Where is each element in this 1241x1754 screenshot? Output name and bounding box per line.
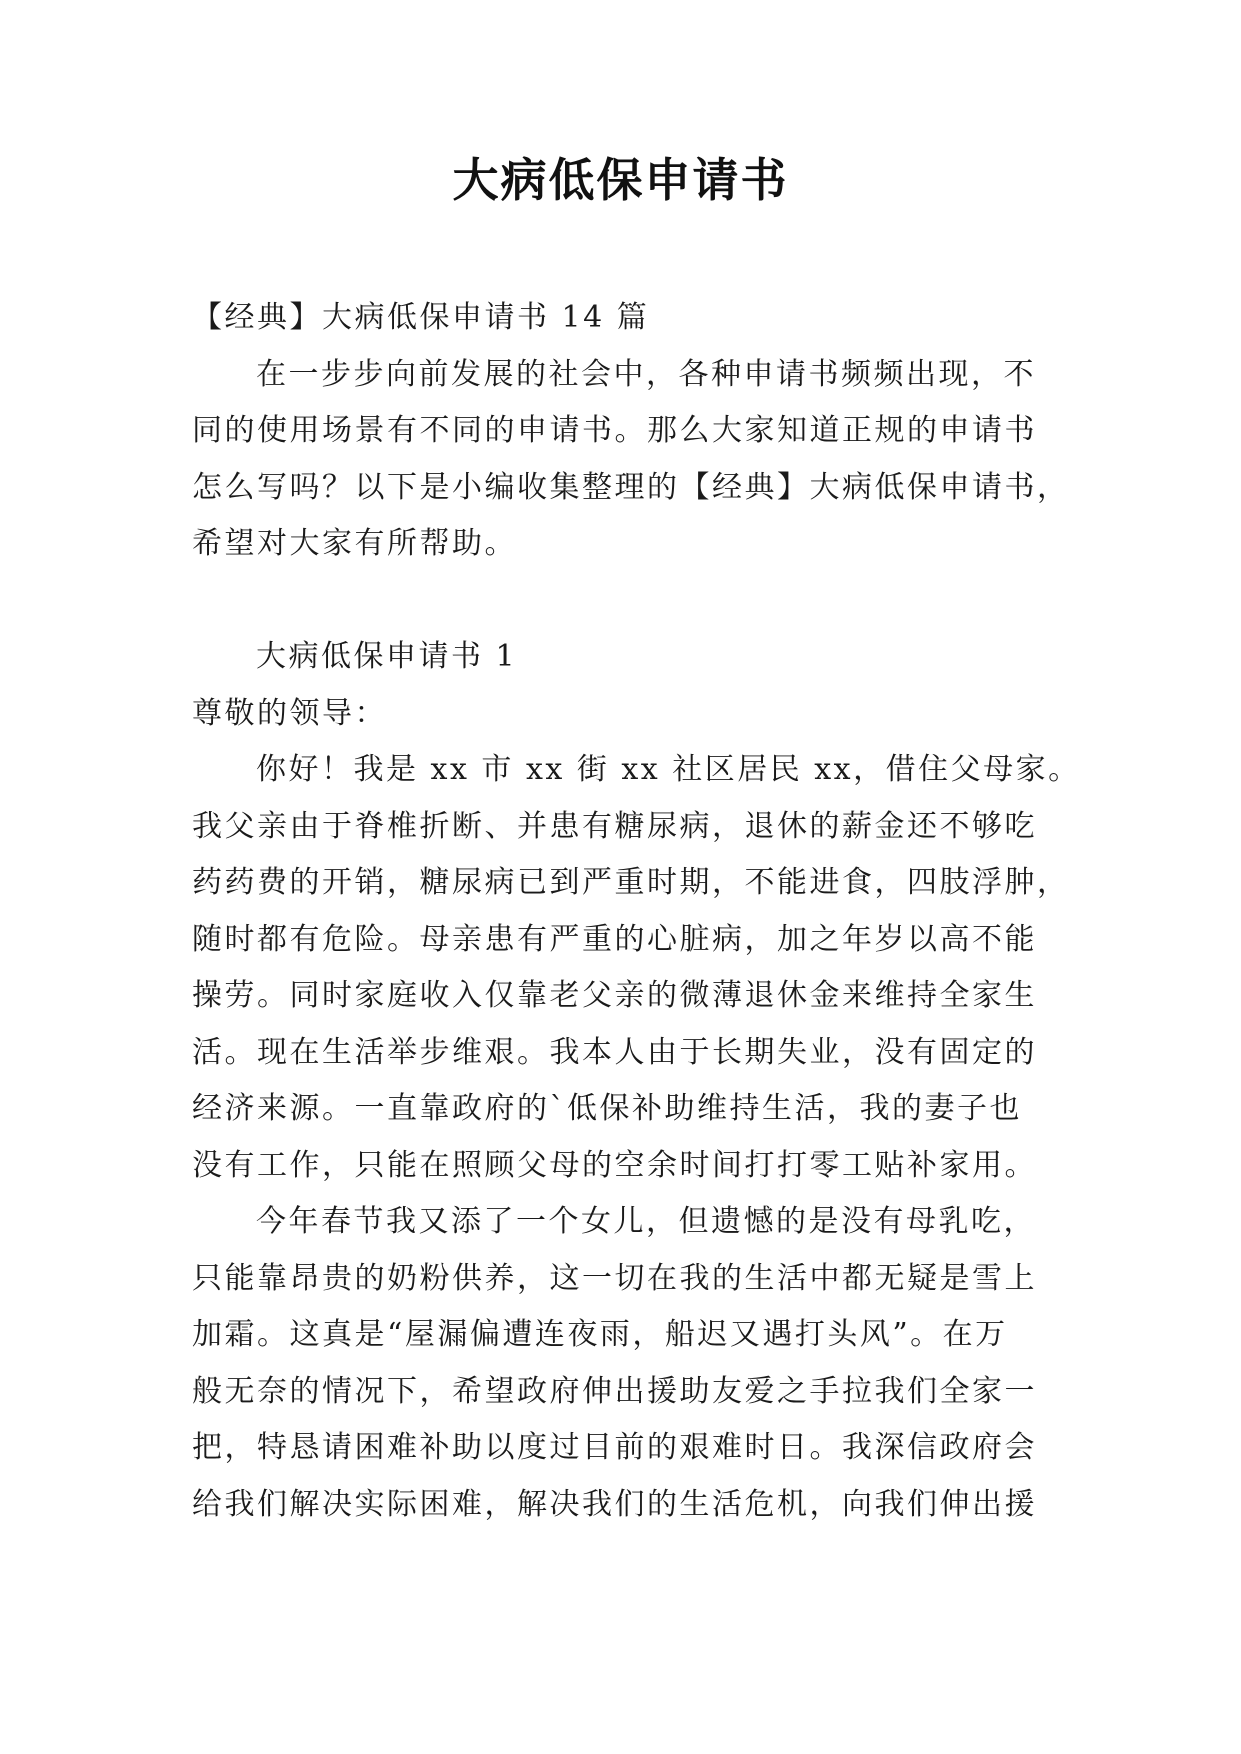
salutation: 尊敬的领导：: [192, 695, 387, 731]
paragraph-line: 药药费的开销，糖尿病已到严重时期，不能进食，四肢浮肿，: [192, 865, 1070, 900]
paragraph-line: 没有工作，只能在照顾父母的空余时间打打零工贴补家用。: [192, 1147, 1037, 1183]
paragraph-line: 加霜。这真是“屋漏偏遭连夜雨，船迟又遇打头风”。在万: [192, 1317, 1008, 1352]
document-body: [192, 290, 1081, 1533]
intro-line: 在一步步向前发展的社会中，各种申请书频频出现，不: [256, 356, 1036, 392]
paragraph-line: 般无奈的情况下，希望政府伸出援助友爱之手拉我们全家一: [192, 1373, 1037, 1409]
paragraph-line: 活。现在生活举步维艰。我本人由于长期失业，没有固定的: [192, 1034, 1037, 1070]
intro-line: 怎么写吗？以下是小编收集整理的【经典】大病低保申请书，: [192, 469, 1070, 505]
paragraph-line: 给我们解决实际困难，解决我们的生活危机，向我们伸出援: [192, 1486, 1037, 1522]
paragraph-line: 只能靠昂贵的奶粉供养，这一切在我的生活中都无疑是雪上: [192, 1260, 1037, 1296]
paragraph-line: 你好！我是 xx 市 xx 街 xx 社区居民 xx，借住父母家。: [256, 752, 1081, 787]
paragraph-line: 经济来源。一直靠政府的`低保补助维持生活，我的妻子也: [192, 1091, 1022, 1126]
paragraph-line: 随时都有危险。母亲患有严重的心脏病，加之年岁以高不能: [192, 921, 1037, 957]
paragraph-line: 把，特恳请困难补助以度过目前的艰难时日。我深信政府会: [192, 1430, 1037, 1465]
intro-line: 同的使用场景有不同的申请书。那么大家知道正规的申请书: [192, 413, 1037, 448]
blank-line: [192, 573, 1062, 630]
paragraph-line: 操劳。同时家庭收入仅靠老父亲的微薄退休金来维持全家生: [192, 978, 1037, 1013]
intro-line: 希望对大家有所帮助。: [192, 526, 517, 561]
subtitle: 【经典】大病低保申请书 14 篇: [192, 300, 650, 335]
section-heading: 大病低保申请书 1: [256, 639, 518, 674]
paragraph-line: 今年春节我又添了一个女儿，但遗憾的是没有母乳吃，: [256, 1204, 1036, 1239]
document-title: 大病低保申请书: [452, 153, 789, 207]
paragraph-line: 我父亲由于脊椎折断、并患有糖尿病，退休的薪金还不够吃: [192, 808, 1037, 844]
